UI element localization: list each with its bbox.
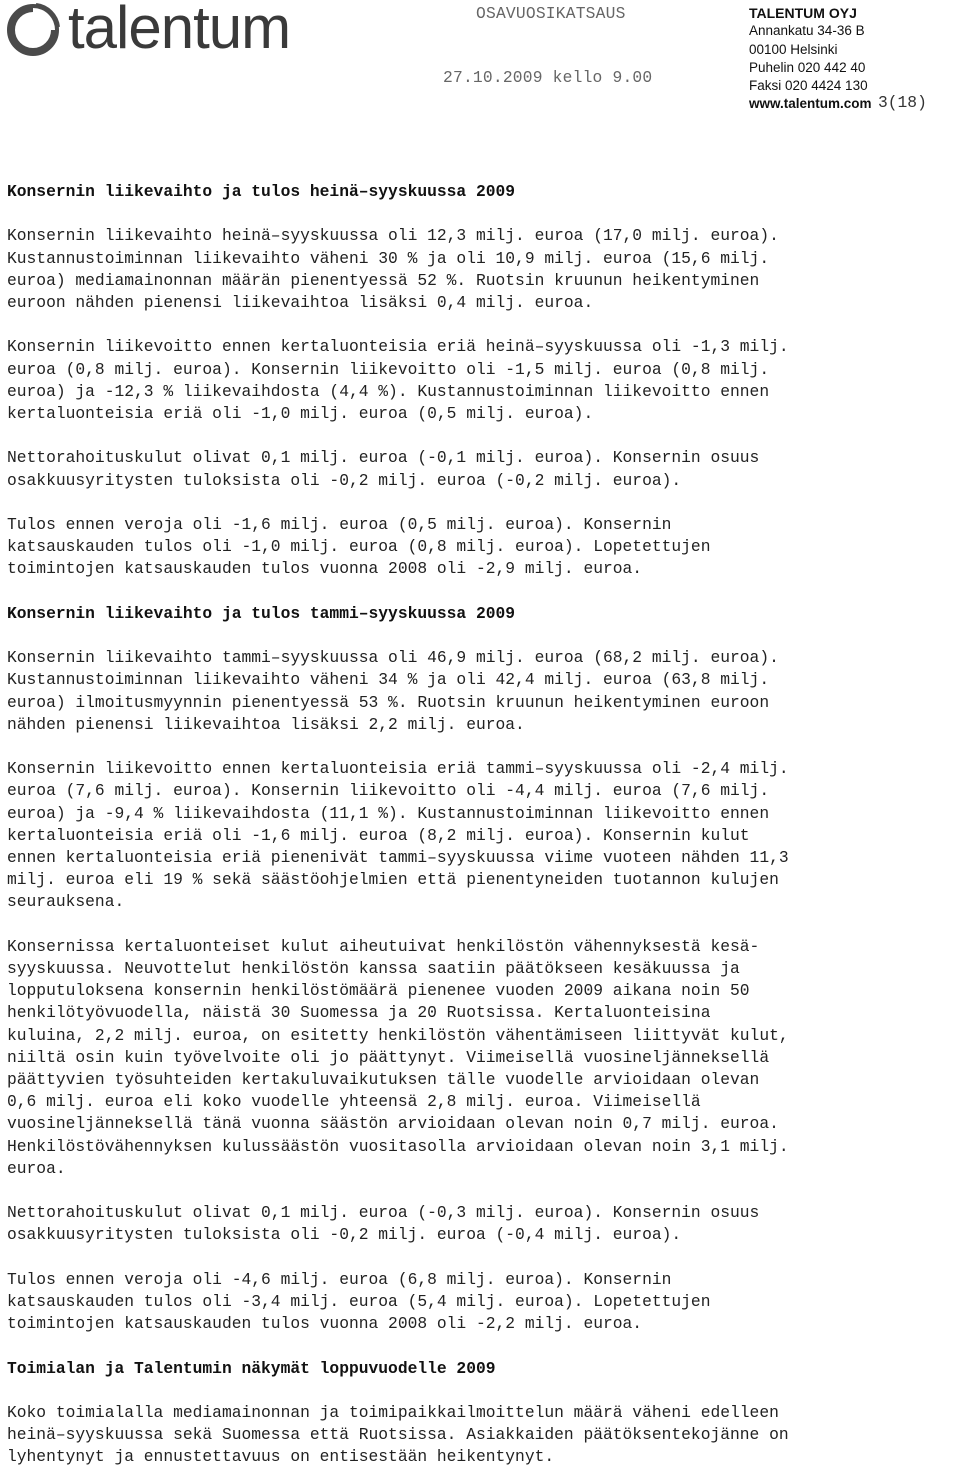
paragraph-line: lopputuloksena konsernin henkilöstömäärä pienenee vuoden 2009 aikana noin 50	[7, 981, 750, 1001]
paragraph-line: 0,6 milj. euroa eli koko vuodelle yhteensä 2,8 milj. euroa. Viimeisellä	[7, 1092, 701, 1112]
paragraph-line: nähden pienensi liikevaihtoa lisäksi 2,2 milj. euroa.	[7, 714, 525, 734]
paragraph-line: Nettorahoituskulut olivat 0,1 milj. euroa (-0,1 milj. euroa). Konsernin osuus	[7, 448, 760, 468]
paragraph-line: toimintojen katsauskauden tulos vuonna 2008 oli -2,9 milj. euroa.	[7, 559, 643, 579]
paragraph-line: euroon nähden pienensi liikevaihtoa lisäksi 0,4 milj. euroa.	[7, 293, 594, 312]
paragraph-line: kertaluonteisia eriä oli -1,0 milj. euroa (0,5 milj. euroa).	[7, 404, 594, 423]
paragraph-line: euroa) ja -12,3 % liikevaihdosta (4,4 %). Kustannustoiminnan liikevoitto ennen	[7, 381, 770, 401]
section-heading: Toimialan ja Talentumin näkymät loppuvuodelle 2009	[7, 1358, 496, 1378]
paragraph-line: osakkuusyritysten tuloksista oli -0,2 milj. euroa (-0,4 milj. euroa).	[7, 1225, 682, 1245]
talentum-logo-icon	[6, 3, 60, 57]
paragraph-line: Konsernin liikevaihto tammi–syyskuussa oli 46,9 milj. euroa (68,2 milj. euroa).	[7, 648, 779, 668]
paragraph-line: ennen kertaluonteisia eriä pienenivät tammi–syyskuussa viime vuoteen nähden 11,3	[7, 847, 789, 867]
paragraph-line: euroa) ilmoitusmyynnin pienentyessä 53 %. Ruotsin kruunun heikentyminen euroon	[7, 692, 770, 712]
company-phone: Puhelin 020 442 40	[749, 59, 866, 75]
paragraph-line: Konsernin liikevoitto ennen kertaluonteisia eriä tammi–syyskuussa oli -2,4 milj.	[7, 759, 789, 779]
company-info	[749, 4, 872, 114]
paragraph-line: Tulos ennen veroja oli -1,6 milj. euroa (0,5 milj. euroa). Konsernin	[7, 514, 672, 534]
paragraph-line: vuosineljänneksellä tänä vuonna säästön arvioidaan olevan noin 0,7 milj. euroa.	[7, 1114, 779, 1134]
talentum-logo	[6, 0, 291, 61]
paragraph-line: Tulos ennen veroja oli -4,6 milj. euroa (6,8 milj. euroa). Konsernin	[7, 1269, 672, 1289]
section-heading: Konsernin liikevaihto ja tulos tammi–syyskuussa 2009	[7, 603, 516, 623]
paragraph-line: milj. euroa eli 19 % sekä säästöohjelmien että pienentyneiden tuotannon kulujen	[7, 870, 779, 890]
paragraph-line: kertaluonteisia eriä oli -1,6 milj. euroa (8,2 milj. euroa). Konsernin kulut	[7, 825, 750, 845]
paragraph-line: Kustannustoiminnan liikevaihto väheni 34 % ja oli 42,4 milj. euroa (63,8 milj.	[7, 670, 770, 690]
paragraph-line: seurauksena.	[7, 892, 125, 912]
paragraph-line: Konsernissa kertaluonteiset kulut aiheutuivat henkilöstön vähennyksestä kesä-	[7, 936, 760, 956]
paragraph-line: Nettorahoituskulut olivat 0,1 milj. euroa (-0,3 milj. euroa). Konsernin osuus	[7, 1203, 760, 1223]
paragraph-line: Henkilöstövähennyksen kulussäästön vuositasolla arvioidaan olevan noin 3,1 milj.	[7, 1136, 789, 1156]
page-number: 3(18)	[878, 93, 927, 112]
paragraph-line: euroa) mediamainonnan määrän pienentyessä 52 %. Ruotsin kruunun heikentyminen	[7, 270, 760, 290]
paragraph-line: euroa) ja -9,4 % liikevaihdosta (11,1 %). Kustannustoiminnan liikevoitto ennen	[7, 803, 770, 823]
section-heading: Konsernin liikevaihto ja tulos heinä–syyskuussa 2009	[7, 182, 516, 201]
paragraph-line: Kustannustoiminnan liikevaihto väheni 30 % ja oli 10,9 milj. euroa (15,6 milj.	[7, 248, 770, 268]
paragraph-line: kuluina, 2,2 milj. euroa, on esitetty henkilöstön vähentämiseen liittyvät kulut,	[7, 1025, 789, 1045]
paragraph-line: päättyvien työsuhteiden kertakuluvaikutuksen tälle vuodelle arvioidaan olevan	[7, 1070, 760, 1089]
paragraph-line: osakkuusyritysten tuloksista oli -0,2 milj. euroa (-0,2 milj. euroa).	[7, 470, 682, 490]
paragraph-line: Koko toimialalla mediamainonnan ja toimipaikkailmoittelun määrä väheni edelleen	[7, 1402, 779, 1422]
company-website-link[interactable]: www.talentum.com	[749, 96, 872, 112]
paragraph-line: henkilötyövuodella, näistä 30 Suomessa ja 20 Ruotsissa. Kertaluonteisina	[7, 1003, 711, 1023]
paragraph-line: toimintojen katsauskauden tulos vuonna 2008 oli -2,2 milj. euroa.	[7, 1314, 643, 1334]
document-type: OSAVUOSIKATSAUS	[476, 4, 626, 23]
company-name: TALENTUM OYJ	[749, 5, 857, 21]
release-date: 27.10.2009 kello 9.00	[443, 68, 653, 87]
company-address-city: 00100 Helsinki	[749, 41, 838, 57]
paragraph-line: Konsernin liikevaihto heinä–syyskuussa oli 12,3 milj. euroa (17,0 milj. euroa).	[7, 226, 779, 246]
paragraph-line: euroa (7,6 milj. euroa). Konsernin liikevoitto oli -4,4 milj. euroa (7,6 milj.	[7, 781, 770, 801]
company-fax: Faksi 020 4424 130	[749, 78, 868, 94]
paragraph-line: katsauskauden tulos oli -3,4 milj. euroa (5,4 milj. euroa). Lopetettujen	[7, 1292, 711, 1311]
paragraph-line: Konsernin liikevoitto ennen kertaluonteisia eriä heinä–syyskuussa oli -1,3 milj.	[7, 337, 789, 357]
paragraph-line: lyhentynyt ja ennustettavuus on entisestään heikentynyt.	[7, 1447, 555, 1467]
paragraph-line: heinä–syyskuussa sekä Suomessa että Ruotsissa. Asiakkaiden päätöksentekojänne on	[7, 1425, 789, 1445]
paragraph-line: euroa.	[7, 1158, 66, 1178]
paragraph-line: syyskuussa. Neuvottelut henkilöstön kanssa saatiin päätökseen kesäkuussa ja	[7, 958, 740, 978]
document-body	[7, 181, 957, 1469]
logo-wordmark: talentum	[68, 0, 291, 61]
paragraph-line: katsauskauden tulos oli -1,0 milj. euroa (0,8 milj. euroa). Lopetettujen	[7, 537, 711, 557]
paragraph-line: euroa (0,8 milj. euroa). Konsernin liikevoitto oli -1,5 milj. euroa (0,8 milj.	[7, 359, 770, 379]
company-address-street: Annankatu 34-36 B	[749, 23, 865, 39]
paragraph-line: niiltä osin kuin työvelvoite oli jo päättynyt. Viimeisellä vuosineljänneksellä	[7, 1047, 770, 1067]
